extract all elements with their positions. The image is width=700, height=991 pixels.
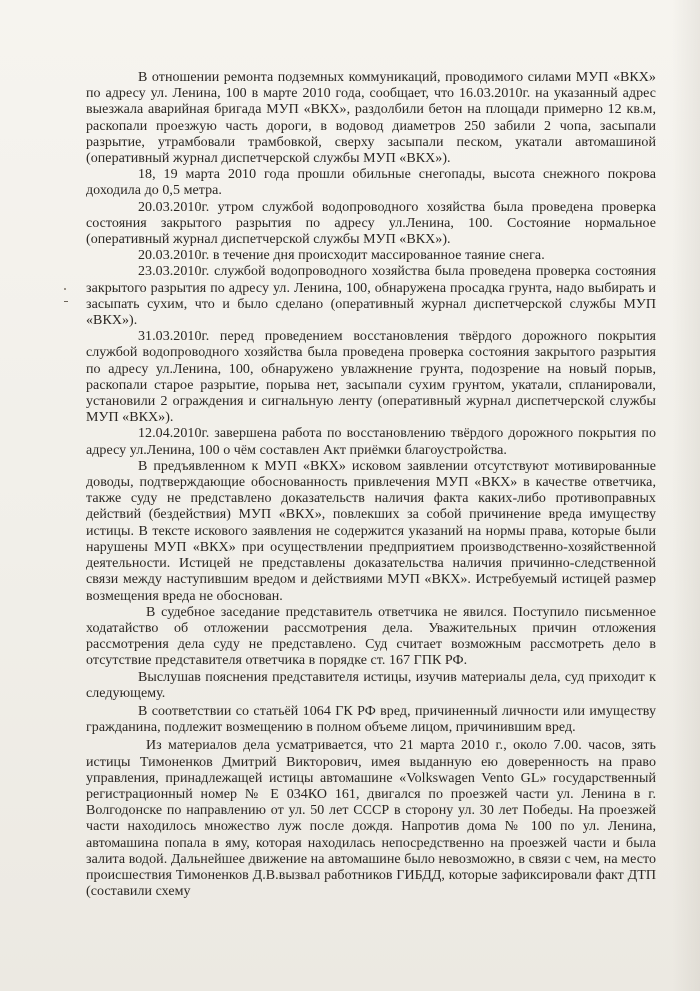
paragraph-snowfall: 18, 19 марта 2010 года прошли обильные снегопады, высота снежного покрова доходила до 0,5 метра. (86, 167, 656, 199)
paragraph-court-conclusion-intro: Выслушав пояснения представителя истицы, изучив материалы дела, суд приходит к следующему. (86, 669, 656, 701)
paragraph-case-facts: Из материалов дела усматривается, что 21 марта 2010 г., около 7.00. часов, зять истицы Тимоненков Дмитрий Викторович, имея выданную ею доверенность на право управления, принадлежащей истицы автомашине «Volkswagen Vento GL» государственный регистрационный номер № Е 034КО 161, двигался по проезжей части ул. Ленина в г. Волгодонске по направлению от ул. 50 лет СССР в сторону ул. 30 лет Победы. На проезжей части находилось множество луж после дождя. Напротив дома № 100 по ул. Ленина, автомашина попала в яму, которая находилась непосредственно на проезжей части и была залита водой. Дальнейшее движение на автомашине было невозможно, в связи с чем, на место происшествия Тимоненков Д.В.вызвал работников ГИБДД, которые зафиксировали факт ДТП (составили схему (86, 738, 656, 900)
paragraph-inspection-20-03: 20.03.2010г. утром службой водопроводного хозяйства была проведена проверка состояния закрытого разрытия по адресу ул.Ленина, 100. Состояние нормальное (оперативный журнал диспетчерской службы МУП «ВКХ»). (86, 199, 656, 248)
paragraph-inspection-23-03: 23.03.2010г. службой водопроводного хозяйства была проведена проверка состояния закрытого разрытия по адресу ул. Ленина, 100, обнаружена просадка грунта, надо выбирать и засыпать сухим, что и было сделано (оперативный журнал диспетчерской службы МУП «ВКХ»). (86, 264, 656, 329)
margin-mark (64, 288, 66, 290)
margin-mark (64, 301, 68, 302)
paragraph-repair-report: В отношении ремонта подземных коммуникаций, проводимого силами МУП «ВКХ» по адресу ул. Ленина, 100 в марте 2010 года, сообщает, что 16.03.2010г. на указанный адрес выезжала аварийная бригада МУП «ВКХ», раздолбили бетон на площади примерно 12 кв.м, раскопали проезжую часть дороги, в водовод диаметров 250 забили 2 чопа, засыпали разрытие, утрамбовали трамбовкой, сверху засыпали песком, укатали автомашиной (оперативный журнал диспетчерской службы МУП «ВКХ»). (86, 70, 656, 167)
paragraph-hearing: В судебное заседание представитель ответчика не явился. Поступило письменное ходатайство об отложении рассмотрения дела. Уважительных причин отложения рассмотрения дела суду не представлено. Суд считает возможным рассмотреть дело в отсутствие представителя ответчика в порядке ст. 167 ГПК РФ. (86, 604, 656, 669)
paragraph-article-1064: В соответствии со статьёй 1064 ГК РФ вред, причиненный личности или имуществу гражданина, подлежит возмещению в полном объеме лицом, причинившим вред. (86, 703, 656, 736)
paragraph-restoration-12-04: 12.04.2010г. завершена работа по восстановлению твёрдого дорожного покрытия по адресу ул.Ленина, 100 о чём составлен Акт приёмки благоустройства. (86, 426, 656, 458)
paragraph-inspection-31-03: 31.03.2010г. перед проведением восстановления твёрдого дорожного покрытия службой водопроводного хозяйства была проведена проверка состояния закрытого разрытия по адресу ул.Ленина, 100, обнаружено увлажнение грунта, подозрение на новый порыв, раскопали старое разрытие, порыва нет, засыпали сухим грунтом, укатали, спланировали, установили 2 ограждения и сигнальную ленту (оперативный журнал диспетчерской службы МУП «ВКХ»). (86, 329, 656, 426)
paragraph-defendant-position: В предъявленном к МУП «ВКХ» исковом заявлении отсутствуют мотивированные доводы, подтверждающие обоснованность привлечения МУП «ВКХ» в качестве ответчика, также суду не представлено доказательств наличия факта каких-либо противоправных действий (бездействия) МУП «ВКХ», повлекших за собой причинение вреда имуществу истицы. В тексте искового заявления не содержится указаний на нормы права, которые были нарушены МУП «ВКХ» при осуществлении предприятием производственно-хозяйственной деятельности. Истицей не представлены доказательства наличия причинно-следственной связи между наступившим вредом и действиями МУП «ВКХ». Истребуемый истицей размер возмещения вреда не обоснован. (86, 458, 656, 604)
paragraph-thaw: 20.03.2010г. в течение дня происходит массированное таяние снега. (138, 248, 545, 264)
